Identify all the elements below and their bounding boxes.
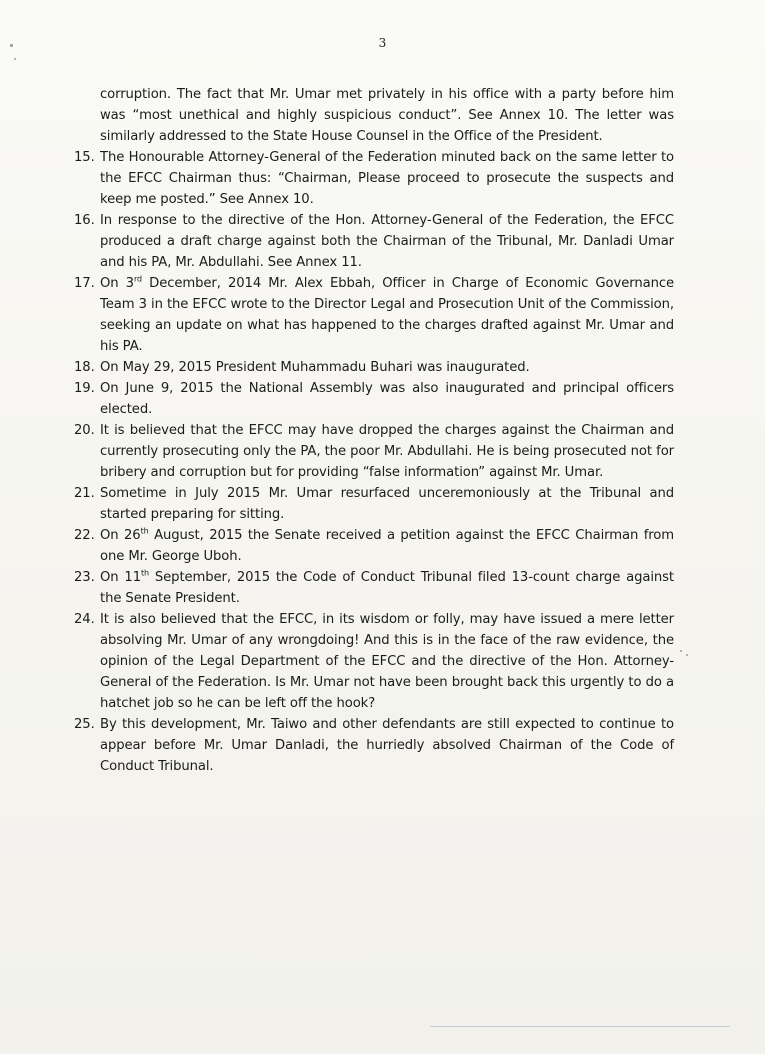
scan-speck	[680, 650, 682, 652]
list-item-17	[74, 273, 674, 357]
item-number: 15.	[74, 150, 95, 165]
item-text: Sometime in July 2015 Mr. Umar resurfaced unceremoniously at the Tribunal and started preparing for sitting.	[100, 486, 674, 522]
page-number: 3	[378, 36, 387, 50]
item-text: On May 29, 2015 President Muhammadu Buhari was inaugurated.	[100, 360, 530, 375]
item-text-start: On 26	[100, 528, 141, 543]
item-number: 18.	[74, 360, 95, 375]
list-item-16	[74, 210, 674, 273]
scan-speck	[686, 654, 688, 656]
item-text-rest: September, 2015 the Code of Conduct Tribunal filed 13-count charge against the Senate President.	[100, 570, 674, 606]
item-text-start: On 11	[100, 570, 141, 585]
scan-edge-line	[430, 1026, 730, 1027]
item-text	[100, 273, 674, 357]
list-item-19	[74, 378, 674, 420]
item-text: In response to the directive of the Hon. Attorney-General of the Federation, the EFCC produced a draft charge against both the Chairman of the Tribunal, Mr. Danladi Umar and his PA, Mr. Abdullahi. See Annex 11.	[100, 213, 674, 270]
item-number: 19.	[74, 381, 95, 396]
list-item-15	[74, 147, 674, 210]
ordinal-suffix: th	[141, 568, 150, 578]
scan-speck	[14, 58, 16, 60]
item-number: 23.	[74, 570, 95, 585]
item-number: 17.	[74, 276, 95, 291]
list-item-25	[74, 714, 674, 777]
item-text	[100, 525, 674, 567]
list-item-20	[74, 420, 674, 483]
item-number: 25.	[74, 717, 95, 732]
list-item-22	[74, 525, 674, 567]
list-item-24	[74, 609, 674, 714]
item-text-rest: August, 2015 the Senate received a petition against the EFCC Chairman from one Mr. George Uboh.	[100, 528, 674, 564]
ordinal-suffix: th	[140, 526, 149, 536]
list-item-18	[74, 357, 674, 378]
item-number: 16.	[74, 213, 95, 228]
item-text: The Honourable Attorney-General of the Federation minuted back on the same letter to the EFCC Chairman thus: “Chairman, Please proceed to prosecute the suspects and keep me posted.” See Annex 10.	[100, 150, 674, 207]
item-number: 22.	[74, 528, 95, 543]
item-number: 20.	[74, 423, 95, 438]
item-text: It is also believed that the EFCC, in its wisdom or folly, may have issued a mere letter absolving Mr. Umar of any wrongdoing! And this is in the face of the raw evidence, the opinion of the Legal Department of the EFCC and the directive of the Hon. Attorney-General of the Federation. Is Mr. Umar not have been brought back this urgently to do a hatchet job so he can be left off the hook?	[100, 612, 674, 711]
list-item-21	[74, 483, 674, 525]
list-item-23	[74, 567, 674, 609]
document-body	[74, 84, 674, 777]
ordinal-suffix: rd	[133, 274, 142, 284]
continued-paragraph: corruption. The fact that Mr. Umar met privately in his office with a party before him was “most unethical and highly suspicious conduct”. See Annex 10. The letter was similarly addressed to the State House Counsel in the Office of the President.	[100, 87, 674, 144]
item-text	[100, 567, 674, 609]
item-number: 21.	[74, 486, 95, 501]
item-text-rest: December, 2014 Mr. Alex Ebbah, Officer in Charge of Economic Governance Team 3 in the EFCC wrote to the Director Legal and Prosecution Unit of the Commission, seeking an update on what has happened to the charges drafted against Mr. Umar and his PA.	[100, 276, 674, 354]
item-text: On June 9, 2015 the National Assembly was also inaugurated and principal officers elected.	[100, 381, 674, 417]
item-text-start: On 3	[100, 276, 134, 291]
item-text: By this development, Mr. Taiwo and other defendants are still expected to continue to appear before Mr. Umar Danladi, the hurriedly absolved Chairman of the Code of Conduct Tribunal.	[100, 717, 674, 774]
item-text: It is believed that the EFCC may have dropped the charges against the Chairman and currently prosecuting only the PA, the poor Mr. Abdullahi. He is being prosecuted not for bribery and corruption but for providing “false information” against Mr. Umar.	[100, 423, 674, 480]
item-number: 24.	[74, 612, 95, 627]
